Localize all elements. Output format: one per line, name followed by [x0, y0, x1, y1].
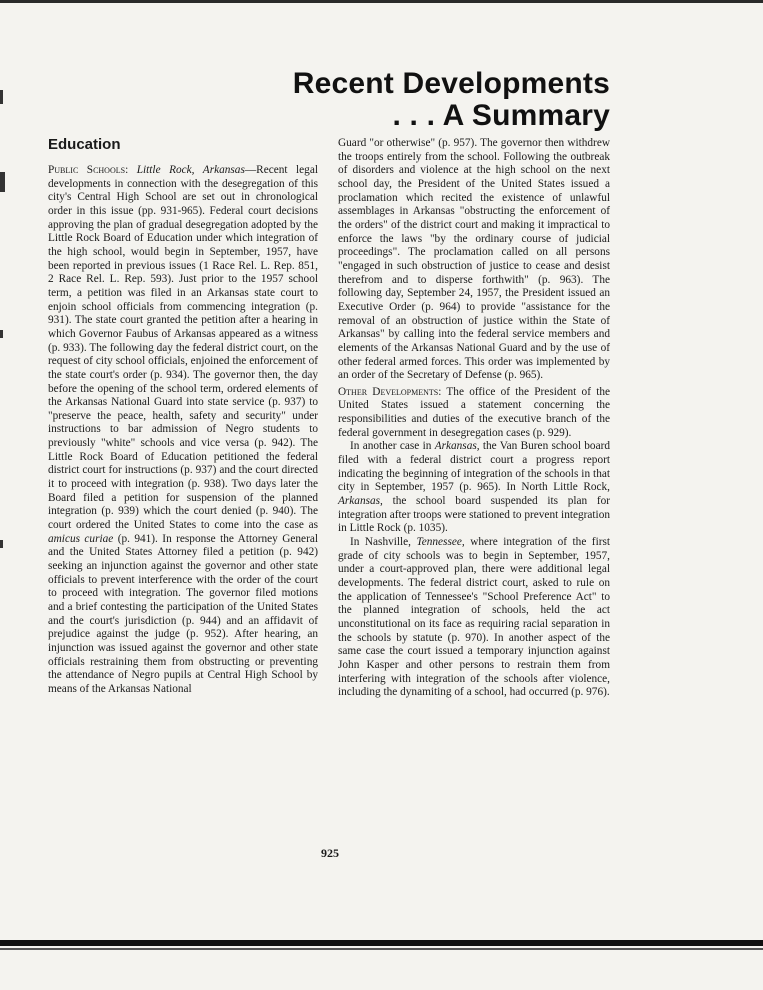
paragraph-text: the Van Buren school board filed with a federal district court a progress report indicating the beginning of integration of the schools in that city in September, 1957 (p. 965). In North Little Rock, — [338, 440, 611, 494]
paragraph-text: where integration of the first grade of city schools was to begin in September, 1957, under a court-approved plan, there were additional legal developments. The federal district court, asked to rule on the application of Tennessee's "School Preference Act" to the planned integration of schools, held the act unconstitutional on its face as requiring racial separation in the schools by statute (p. 970). In another aspect of the same case the court issued a temporary injunction against John Kasper and other persons to restrain them from interfering with integration of the schools after violence, including the dynamiting of a school, had occurred (p. 976). — [338, 536, 611, 699]
edge-mark — [0, 540, 3, 548]
edge-mark — [0, 90, 3, 104]
paragraph-continuation: Guard "or otherwise" (p. 957). The governor then withdrew the troops entirely from the school. Following the outbreak of disorders and violence at the high school on the next school day, the President of the United States issued a proclamation which recited the existence of unlawful assemblages in Arkansas "obstructing the enforcement of the orders" of the district court and making it impractical to enforce the laws "by the ordinary course of judicial proceedings". The proclamation called on all persons "engaged in such obstruction of justice to cease and desist therefrom and to disperse forthwith" (p. 963). The following day, September 24, 1957, the President issued an Executive Order (p. 964) to provide "assistance for the removal of an obstruction of justice within the State of Arkansas" by calling into the federal service members and elements of the Arkansas National Guard and by the use of other federal armed forces. This order was implemented by an order of the Secretary of Defense (p. 965). — [338, 137, 610, 382]
page-number: 925 — [321, 846, 339, 860]
paragraph-little-rock — [48, 164, 318, 697]
bottom-rule — [0, 940, 763, 946]
state-name: Tennessee, — [416, 536, 465, 549]
state-name: Arkansas, — [338, 495, 383, 508]
place-name: Little Rock, Arkansas — [136, 164, 245, 176]
paragraph-text: —Recent legal developments in connection with the desegregation of this city's Central High School are set out in chronological order in this issue (pp. 931-965). Federal court decisions approving the plan of gradual desegregation adopted by the Little Rock Board of Education under which integration of the high school, would begin in September, 1957, have been reported in previous issues (1 Race Rel. L. Rep. 851, 2 Race Rel. L. Rep. 593). Just prior to the 1957 school term, a petition was filed in an Arkansas state court to enjoin school officials from commencing integration (p. 931). The state court granted the petition after a hearing in which Governor Faubus of Arkansas appeared as a witness (p. 933). The following day the federal district court, on the request of city school officials, enjoined the enforcement of the state court's order (p. 934). The governor then, the day before the opening of the school term, ordered elements of the Arkansas National Guard into state service (p. 937) to "preserve the peace, health, safety and security" under instructions to bar admission of Negro students to previously "white" schools and vice versa (p. 942). The Little Rock Board of Education petitioned the federal district court for instructions (p. 937) and the court directed it to proceed with integration (p. 938). Two days later the Board filed a petition for suspension of the planned integration (p. 939) which the court denied (p. 940). The court ordered the United States to come into the case as — [48, 164, 318, 532]
paragraph-text: (p. 941). In response the Attorney General and the United States Attorney filed a petition (p. 942) seeking an injunction against the governor and other state officials to prevent interference with the order of the court to proceed with integration. The governor filed motions and a brief contesting the participation of the United States and the court's jurisdiction (p. 944) and an affidavit of prejudice against the judge (p. 952). After hearing, an injunction was issued against the governor and other state officials restraining them from obstructing or preventing the attendance of Negro pupils at Central High School by means of the Arkansas National — [48, 532, 318, 695]
italic-term: amicus curiae — [48, 532, 114, 545]
paragraph-nashville — [338, 536, 610, 700]
edge-mark — [0, 172, 5, 192]
heading-line-2: . . . A Summary — [392, 99, 610, 132]
section-title: Education — [48, 136, 121, 153]
bottom-rule — [0, 948, 763, 950]
paragraph-arkansas — [338, 440, 610, 536]
right-column — [338, 137, 610, 700]
paragraph-other-developments — [338, 386, 610, 441]
state-name: Arkansas, — [434, 440, 480, 453]
edge-mark — [0, 330, 3, 338]
paragraph-text: In Nashville, — [350, 536, 411, 549]
paragraph-lead: Other Developments: — [338, 385, 442, 398]
paragraph-text: The office of the President of the United States issued a statement concerning the responsibilities and duties of the executive branch of the federal government in desegregation cases (p. 929). — [338, 385, 610, 439]
top-rule — [0, 0, 763, 3]
paragraph-lead: Public Schools: — [48, 164, 129, 176]
left-column — [48, 164, 318, 697]
heading-line-1: Recent Developments — [292, 67, 610, 100]
paragraph-text: the school board suspended its plan for integration after troops were stationed to prevent integration in Little Rock (p. 1035). — [338, 495, 610, 535]
paragraph-text: In another case in — [350, 440, 432, 453]
page-heading — [293, 68, 610, 132]
